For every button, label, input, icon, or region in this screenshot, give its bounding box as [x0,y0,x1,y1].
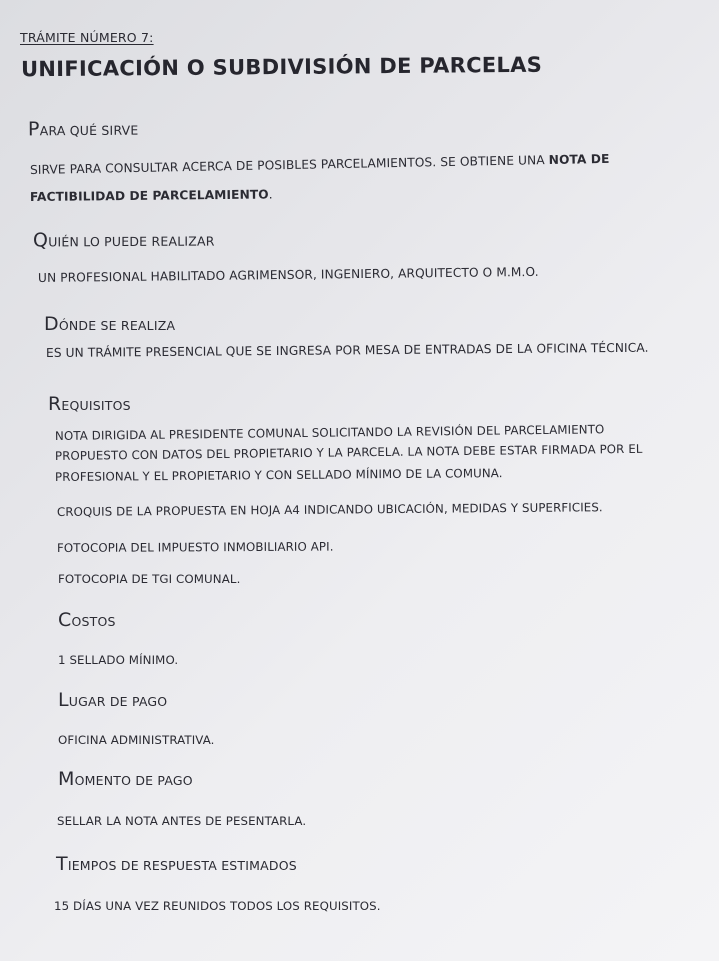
heading-rest: OMENTO DE PAGO [74,773,193,788]
section-heading-momento-pago [58,768,193,790]
section-heading-costos [58,609,116,631]
tramite-number-label: TRÁMITE NÚMERO 7: [20,30,154,45]
heading-rest: UGAR DE PAGO [68,694,168,709]
requisito-1-line-1: NOTA DIRIGIDA AL PRESIDENTE COMUNAL SOLICITANDO LA REVISIÓN DEL PARCELAMIENTO [54,422,605,443]
requisito-3: FOTOCOPIA DEL IMPUESTO INMOBILIARIO API. [56,539,334,555]
para-que-sirve-line-1 [30,149,610,181]
heading-rest: IEMPOS DE RESPUESTA ESTIMADOS [67,858,297,873]
heading-initial: L [58,689,69,711]
heading-initial: T [56,853,68,875]
para-que-sirve-text-bold: NOTA DE [548,151,610,168]
heading-initial: D [44,313,59,335]
heading-rest: EQUISITOS [61,398,131,413]
heading-rest: UIÉN LO PUEDE REALIZAR [48,233,215,250]
para-que-sirve-text-a: SIRVE PARA CONSULTAR ACERCA DE POSIBLES PARCELAMIENTOS. SE OBTIENE UNA [29,153,549,177]
heading-initial: P [27,118,40,141]
section-heading-para-que-sirve [28,118,139,141]
section-heading-lugar-pago [58,689,167,711]
heading-rest: ARA QUÉ SIRVE [39,122,139,139]
page-title: UNIFICACIÓN O SUBDIVISIÓN DE PARCELAS [20,52,543,82]
requisito-1-line-3: PROFESIONAL Y EL PROPIETARIO Y CON SELLADO MÍNIMO DE LA COMUNA. [54,466,503,484]
quien-text: UN PROFESIONAL HABILITADO AGRIMENSOR, INGENIERO, ARQUITECTO O M.M.O. [37,264,539,285]
heading-initial: Q [32,229,49,252]
heading-initial: R [48,393,62,415]
donde-text: ES UN TRÁMITE PRESENCIAL QUE SE INGRESA POR MESA DE ENTRADAS DE LA OFICINA TÉCNICA. [45,340,649,360]
factibilidad-bold-text: FACTIBILIDAD DE PARCELAMIENTO [29,187,269,204]
section-heading-donde [44,313,175,335]
section-heading-tiempos [56,853,297,875]
heading-initial: C [58,609,72,631]
para-que-sirve-line-2 [30,184,273,208]
costos-text: 1 SELLADO MÍNIMO. [58,653,179,667]
section-heading-quien [33,229,215,252]
momento-pago-text: SELLAR LA NOTA ANTES DE PESENTARLA. [57,814,307,828]
period: . [268,187,273,202]
heading-initial: M [58,768,75,790]
requisito-2: CROQUIS DE LA PROPUESTA EN HOJA A4 INDICANDO UBICACIÓN, MEDIDAS Y SUPERFICIES. [56,500,603,519]
requisito-4: FOTOCOPIA DE TGI COMUNAL. [58,572,241,586]
lugar-pago-text: OFICINA ADMINISTRATIVA. [58,733,215,747]
heading-rest: OSTOS [71,614,116,629]
requisito-1-line-2: PROPUESTO CON DATOS DEL PROPIETARIO Y LA PARCELA. LA NOTA DEBE ESTAR FIRMADA POR EL [54,441,643,463]
section-heading-requisitos [48,393,131,415]
heading-rest: ÓNDE SE REALIZA [58,318,176,333]
tiempos-text: 15 DÍAS UNA VEZ REUNIDOS TODOS LOS REQUISITOS. [54,899,381,913]
